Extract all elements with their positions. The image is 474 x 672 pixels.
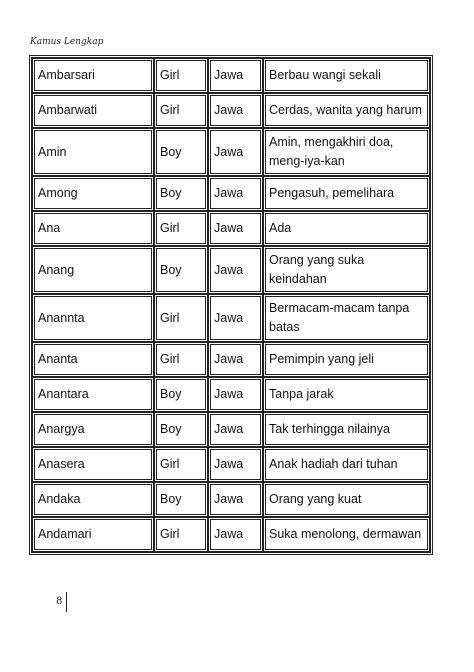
gender-cell: Boy (154, 482, 208, 517)
gender-cell: Boy (154, 176, 208, 211)
name-cell: Andamari (32, 517, 154, 552)
gender-cell: Boy (154, 246, 208, 294)
origin-cell: Jawa (208, 412, 263, 447)
name-cell: Ananta (32, 342, 154, 377)
meaning-cell: Pengasuh, pemelihara (263, 176, 430, 211)
name-cell: Anargya (32, 412, 154, 447)
gender-cell: Girl (154, 447, 208, 482)
origin-cell: Jawa (208, 176, 263, 211)
gender-cell: Girl (154, 342, 208, 377)
page-number: 8 (56, 596, 63, 607)
meaning-cell: Ada (263, 211, 430, 246)
table-row (32, 211, 430, 246)
table-row (32, 377, 430, 412)
name-cell: Ambarsari (32, 58, 154, 93)
origin-cell: Jawa (208, 447, 263, 482)
table-row (32, 58, 430, 93)
gender-cell: Boy (154, 377, 208, 412)
table-row (32, 482, 430, 517)
origin-cell: Jawa (208, 342, 263, 377)
meaning-cell: Pemimpin yang jeli (263, 342, 430, 377)
name-cell: Anannta (32, 294, 154, 342)
meaning-cell: Bermacam-macam tanpa batas (263, 294, 430, 342)
meaning-cell: Suka menolong, dermawan (263, 517, 430, 552)
gender-cell: Boy (154, 128, 208, 176)
meaning-cell: Cerdas, wanita yang harum (263, 93, 430, 128)
origin-cell: Jawa (208, 211, 263, 246)
table-row (32, 93, 430, 128)
table-row (32, 517, 430, 552)
name-cell: Ambarwati (32, 93, 154, 128)
name-cell: Amin (32, 128, 154, 176)
table-row (32, 128, 430, 176)
origin-cell: Jawa (208, 246, 263, 294)
origin-cell: Jawa (208, 482, 263, 517)
origin-cell: Jawa (208, 128, 263, 176)
gender-cell: Girl (154, 58, 208, 93)
origin-cell: Jawa (208, 93, 263, 128)
table-row (32, 412, 430, 447)
table-row (32, 447, 430, 482)
table-row (32, 176, 430, 211)
meaning-cell: Berbau wangi sekali (263, 58, 430, 93)
meaning-cell: Amin, mengakhiri doa, meng-iya-kan (263, 128, 430, 176)
table-row (32, 342, 430, 377)
gender-cell: Girl (154, 517, 208, 552)
name-cell: Andaka (32, 482, 154, 517)
page-number-divider (66, 592, 67, 612)
names-table (29, 55, 433, 555)
meaning-cell: Tak terhingga nilainya (263, 412, 430, 447)
meaning-cell: Orang yang kuat (263, 482, 430, 517)
meaning-cell: Orang yang suka keindahan (263, 246, 430, 294)
page-header-title: Kamus Lengkap (30, 37, 104, 47)
meaning-cell: Tanpa jarak (263, 377, 430, 412)
origin-cell: Jawa (208, 517, 263, 552)
meaning-cell: Anak hadiah dari tuhan (263, 447, 430, 482)
table-row (32, 294, 430, 342)
gender-cell: Girl (154, 294, 208, 342)
table-row (32, 246, 430, 294)
name-cell: Anasera (32, 447, 154, 482)
name-cell: Ana (32, 211, 154, 246)
name-cell: Anang (32, 246, 154, 294)
origin-cell: Jawa (208, 294, 263, 342)
name-cell: Anantara (32, 377, 154, 412)
gender-cell: Girl (154, 93, 208, 128)
gender-cell: Girl (154, 211, 208, 246)
name-cell: Among (32, 176, 154, 211)
gender-cell: Boy (154, 412, 208, 447)
origin-cell: Jawa (208, 58, 263, 93)
origin-cell: Jawa (208, 377, 263, 412)
